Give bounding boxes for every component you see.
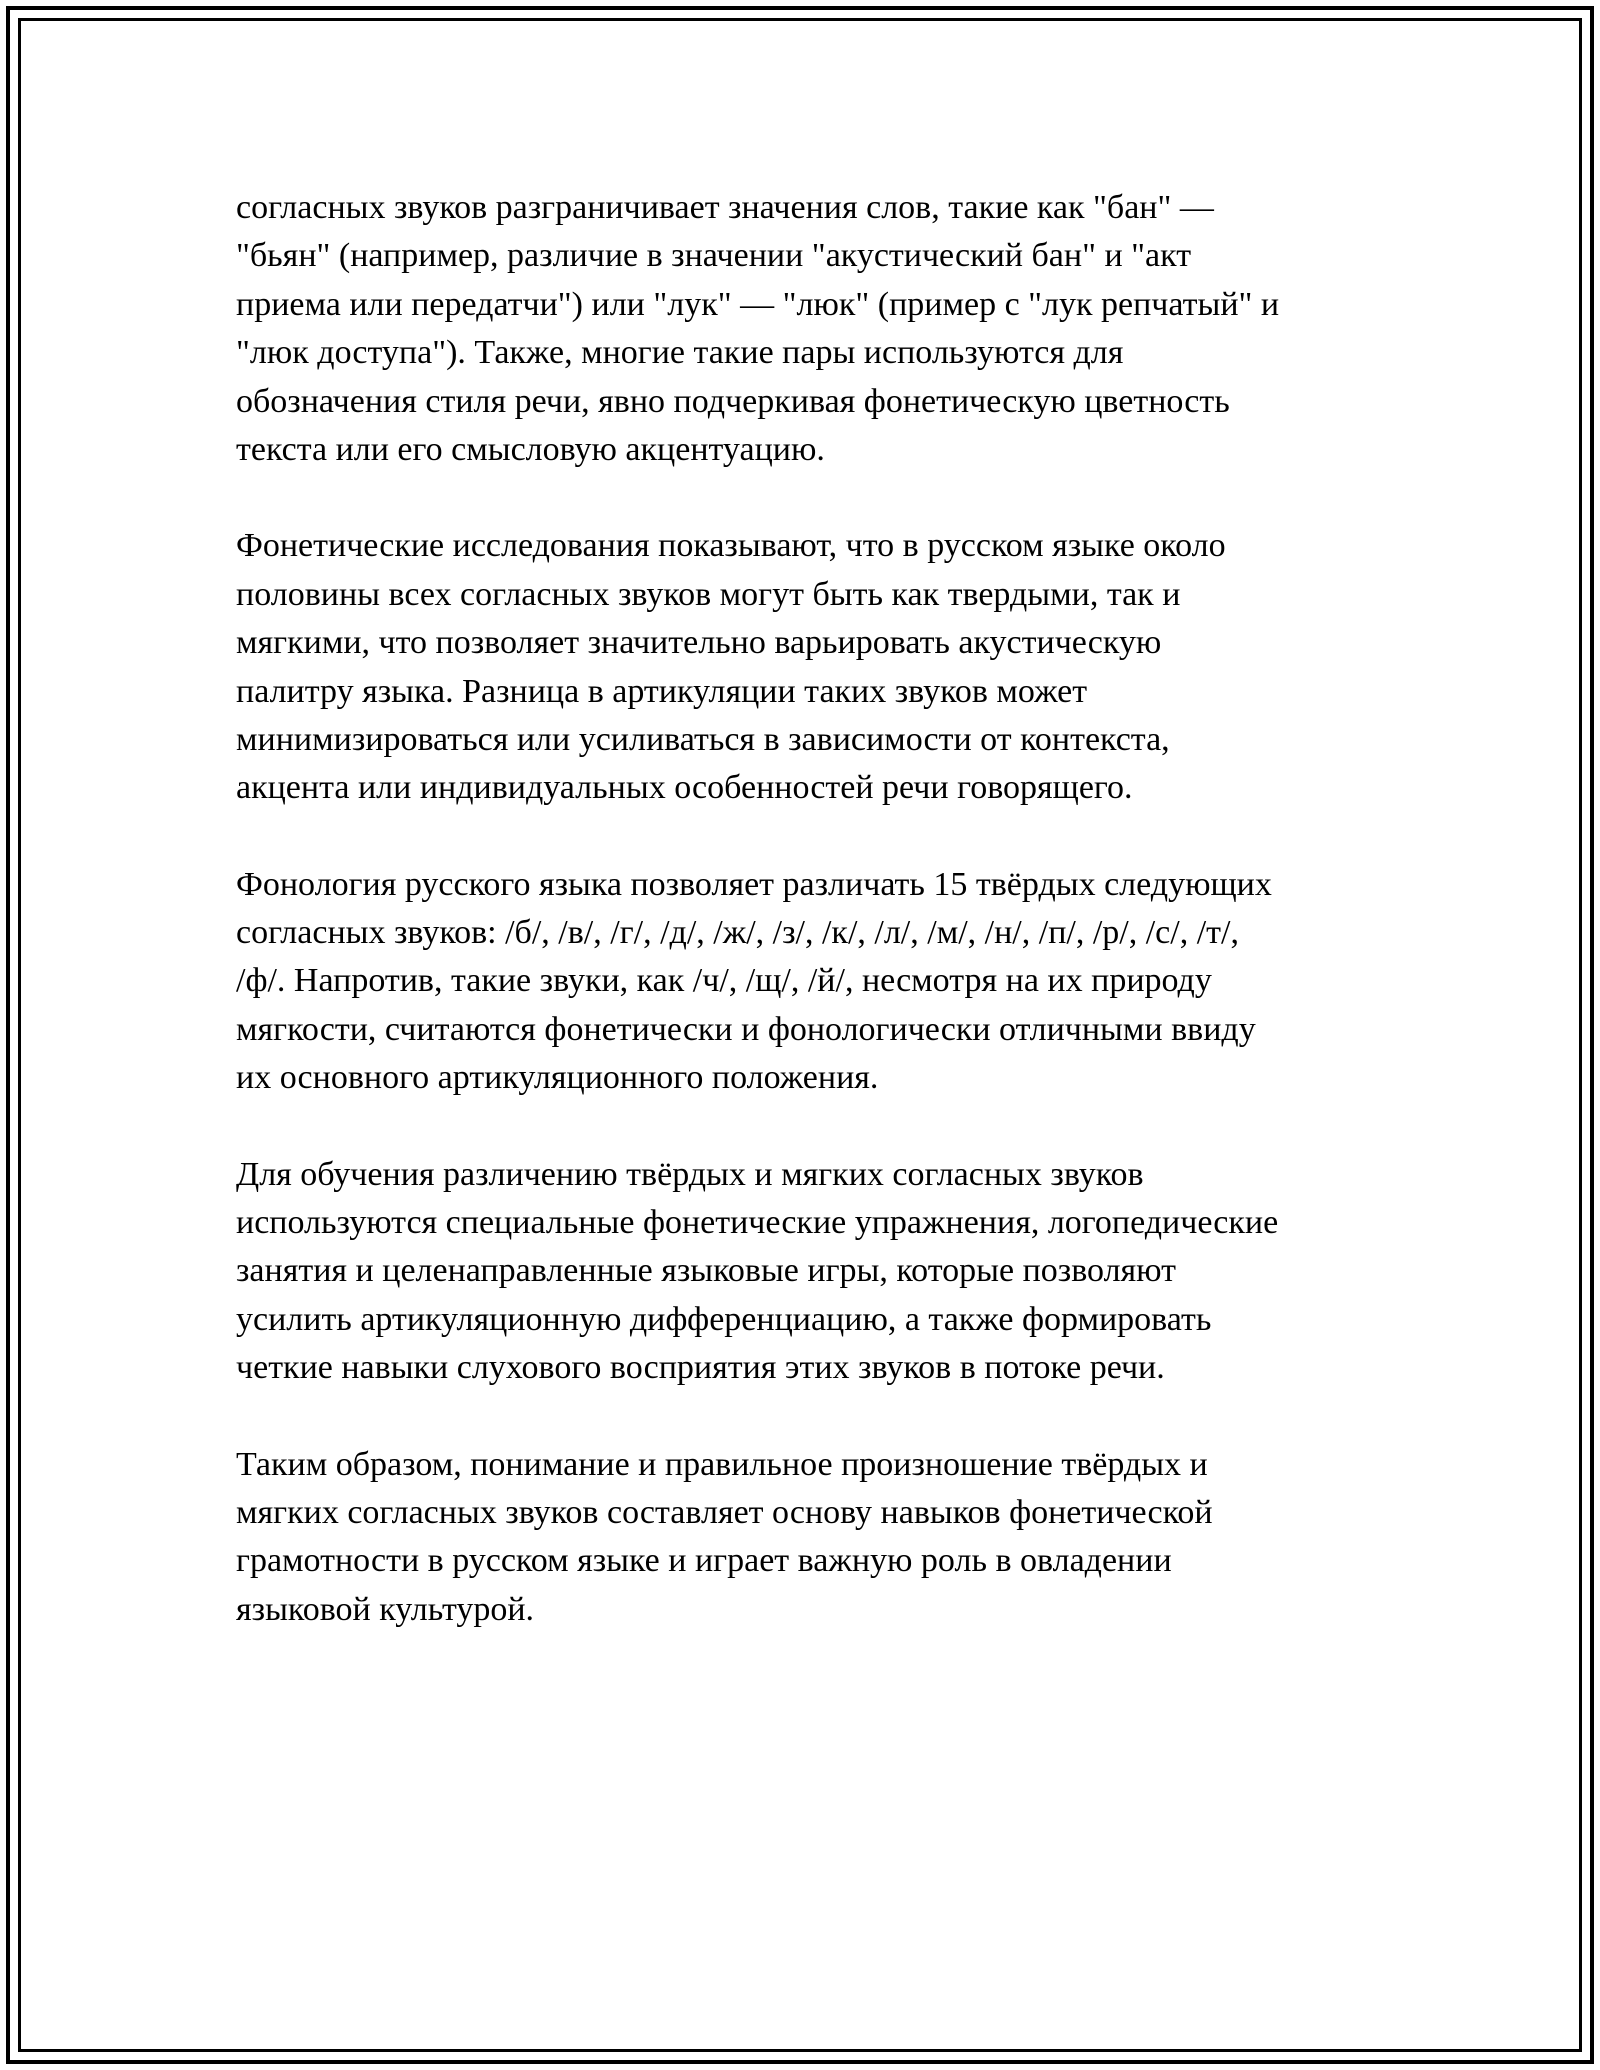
paragraph-1: [236, 184, 1416, 474]
paragraph-2: [236, 522, 1416, 812]
text-line: четкие навыки слухового восприятия этих звуков в потоке речи.: [236, 1349, 1165, 1387]
text-line: "бьян" (например, различие в значении "акустический бан" и "акт: [236, 237, 1192, 275]
text-line: Таким образом, понимание и правильное произношение твёрдых и: [236, 1445, 1208, 1483]
text-line: Фонетические исследования показывают, что в русском языке около: [236, 527, 1226, 565]
text-line: языковой культурой.: [236, 1590, 535, 1628]
document-body: [236, 184, 1416, 1682]
text-line: половины всех согласных звуков могут быть как твердыми, так и: [236, 575, 1181, 613]
text-line: акцента или индивидуальных особенностей речи говорящего.: [236, 769, 1133, 807]
text-line: мягких согласных звуков составляет основу навыков фонетической: [236, 1493, 1213, 1531]
text-line: грамотности в русском языке и играет важную роль в овладении: [236, 1542, 1172, 1580]
text-line: приема или передатчи") или "лук" — "люк" (пример с "лук репчатый" и: [236, 285, 1280, 323]
text-line: Для обучения различению твёрдых и мягких согласных звуков: [236, 1155, 1144, 1193]
text-line: "люк доступа"). Также, многие такие пары используются для: [236, 334, 1124, 372]
text-line: их основного артикуляционного положения.: [236, 1059, 879, 1097]
text-line: минимизироваться или усиливаться в зависимости от контекста,: [236, 720, 1170, 758]
text-line: усилить артикуляционную дифференциацию, а также формировать: [236, 1300, 1212, 1338]
text-line: мягкости, считаются фонетически и фонологически отличными ввиду: [236, 1010, 1256, 1048]
text-line: обозначения стиля речи, явно подчеркивая фонетическую цветность: [236, 382, 1230, 420]
text-line: мягкими, что позволяет значительно варьировать акустическую: [236, 624, 1162, 662]
text-line: занятия и целенаправленные языковые игры, которые позволяют: [236, 1252, 1176, 1290]
text-line: Фонология русского языка позволяет различать 15 твёрдых следующих: [236, 865, 1272, 903]
text-line: /ф/. Напротив, такие звуки, как /ч/, /щ/, /й/, несмотря на их природу: [236, 962, 1212, 1000]
paragraph-5: [236, 1441, 1416, 1635]
text-line: согласных звуков разграничивает значения слов, такие как "бан" —: [236, 189, 1214, 226]
paragraph-3: [236, 861, 1416, 1103]
text-line: палитру языка. Разница в артикуляции таких звуков может: [236, 672, 1088, 710]
text-line: согласных звуков: /б/, /в/, /г/, /д/, /ж/, /з/, /к/, /л/, /м/, /н/, /п/, /р/, /с/, /т/,: [236, 914, 1239, 952]
paragraph-4: [236, 1151, 1416, 1393]
text-line: текста или его смысловую акцентуацию.: [236, 430, 825, 468]
text-line: используются специальные фонетические упражнения, логопедические: [236, 1204, 1279, 1242]
